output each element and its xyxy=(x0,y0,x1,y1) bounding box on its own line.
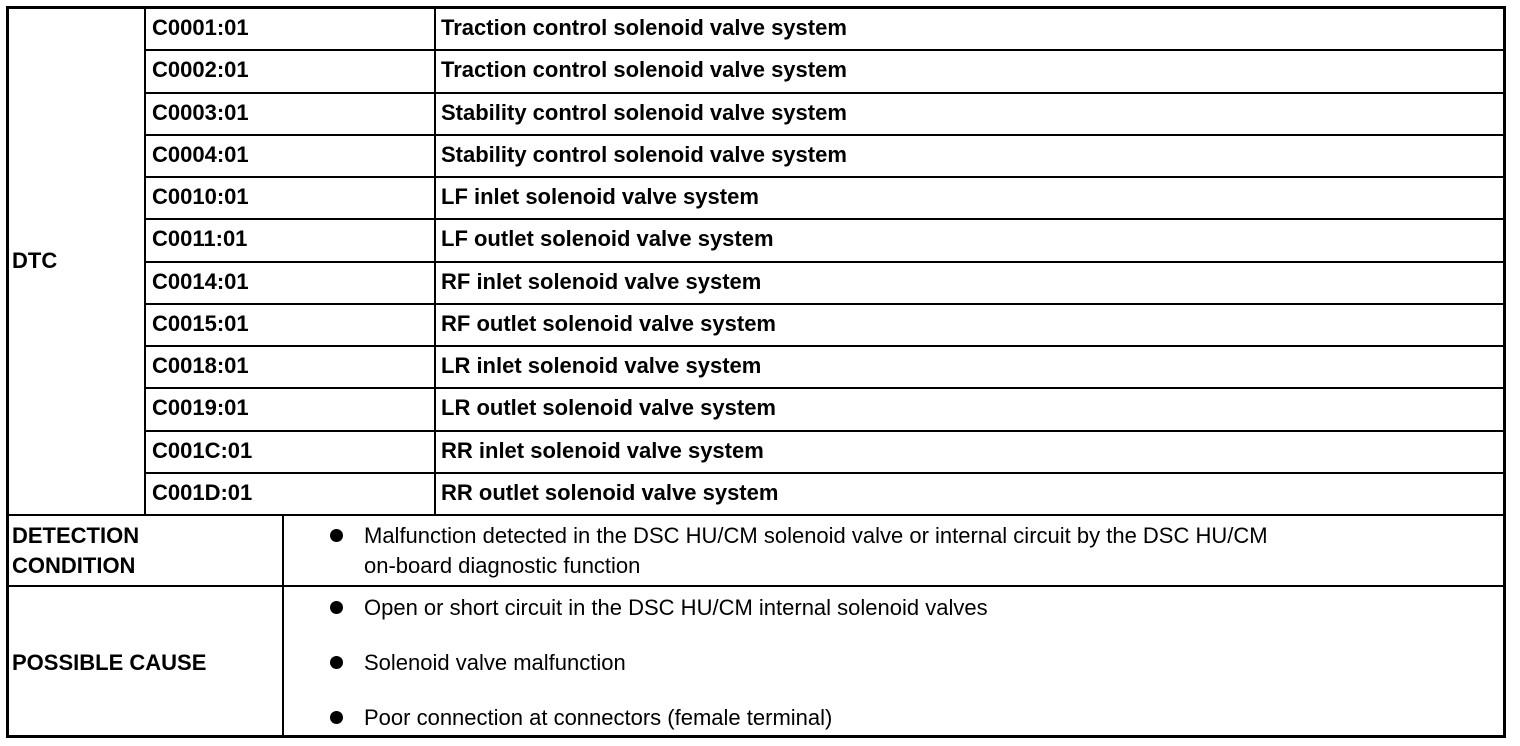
dtc-code: C001C:01 xyxy=(152,437,253,463)
dtc-code: C0010:01 xyxy=(152,184,249,209)
dtc-code: C0014:01 xyxy=(152,268,249,294)
dtc-description: RR outlet solenoid valve system xyxy=(441,479,779,505)
dtc-row-divider xyxy=(145,430,1505,432)
section-divider-detection xyxy=(7,514,1505,516)
dtc-code: C0019:01 xyxy=(152,395,249,421)
cause-bullet-text: Solenoid valve malfunction xyxy=(364,650,626,675)
dtc-code: C0003:01 xyxy=(152,99,249,125)
dtc-description: Traction control solenoid valve system xyxy=(441,15,847,40)
possible-cause-label: POSSIBLE CAUSE xyxy=(12,650,207,675)
bullet-icon xyxy=(330,529,343,542)
dtc-row-divider xyxy=(145,261,1505,263)
dtc-description: LF inlet solenoid valve system xyxy=(441,184,759,209)
dtc-description: Traction control solenoid valve system xyxy=(441,57,847,83)
dtc-description: RF outlet solenoid valve system xyxy=(441,310,776,336)
dtc-code: C0004:01 xyxy=(152,141,249,167)
bullet-icon xyxy=(330,601,343,614)
dtc-description: LR outlet solenoid valve system xyxy=(441,395,776,421)
section-divider-cause xyxy=(7,585,1505,587)
cause-bullet-text: Poor connection at connectors (female terminal) xyxy=(364,705,833,730)
dtc-code: C0011:01 xyxy=(152,226,248,252)
detection-bullet-line1: Malfunction detected in the DSC HU/CM solenoid valve or internal circuit by the DSC HU/CM xyxy=(364,523,1268,548)
detection-label-line1: DETECTION xyxy=(12,523,140,548)
dtc-row-divider xyxy=(145,472,1505,474)
dtc-row-divider xyxy=(145,303,1505,305)
detection-condition-label xyxy=(12,521,139,581)
dtc-code: C0018:01 xyxy=(152,353,249,378)
dtc-label: DTC xyxy=(12,248,58,273)
dtc-description: LR inlet solenoid valve system xyxy=(441,353,762,378)
dtc-row-divider xyxy=(145,218,1505,220)
dtc-code: C001D:01 xyxy=(152,479,253,505)
dtc-row-divider xyxy=(145,134,1505,136)
dtc-description: Stability control solenoid valve system xyxy=(441,141,847,167)
bullet-icon xyxy=(330,656,343,669)
bullet-icon xyxy=(330,711,343,724)
detection-label-line2: CONDITION xyxy=(12,553,136,578)
dtc-code: C0001:01 xyxy=(152,15,249,40)
dtc-description: RR inlet solenoid valve system xyxy=(441,437,764,463)
dtc-row-divider xyxy=(145,49,1505,51)
detection-bullet-line2: on-board diagnostic function xyxy=(364,553,641,578)
dtc-row-divider xyxy=(145,387,1505,389)
dtc-row-divider xyxy=(145,345,1505,347)
dtc-code: C0002:01 xyxy=(152,57,249,83)
detail-label-divider xyxy=(282,515,284,736)
dtc-code: C0015:01 xyxy=(152,310,249,336)
dtc-description: RF inlet solenoid valve system xyxy=(441,268,762,294)
cause-bullet-text: Open or short circuit in the DSC HU/CM internal solenoid valves xyxy=(364,595,988,620)
dtc-row-divider xyxy=(145,92,1505,94)
dtc-description: Stability control solenoid valve system xyxy=(441,99,847,125)
dtc-description: LF outlet solenoid valve system xyxy=(441,226,774,252)
dtc-row-divider xyxy=(145,176,1505,178)
